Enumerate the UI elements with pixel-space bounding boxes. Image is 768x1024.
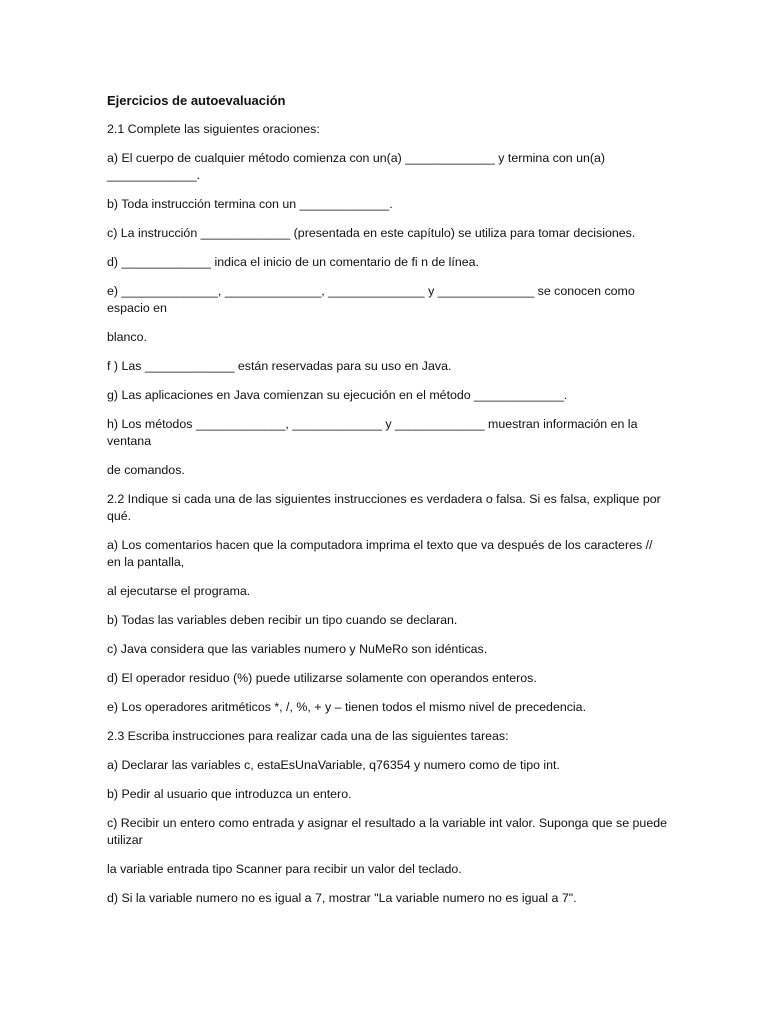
exercise-2-2-b: b) Todas las variables deben recibir un tipo cuando se declaran. xyxy=(107,613,458,627)
exercise-2-1-h: h) Los métodos _____________, _____________ y _____________ muestran información en la ventana xyxy=(107,417,641,448)
exercise-2-1-a: a) El cuerpo de cualquier método comienza con un(a) _____________ y termina con un(a) _____________. xyxy=(107,151,609,182)
section-2-1-heading: 2.1 Complete las siguientes oraciones: xyxy=(107,122,320,136)
exercise-2-3-c-continued: la variable entrada tipo Scanner para recibir un valor del teclado. xyxy=(107,862,462,876)
exercise-2-2-a: a) Los comentarios hacen que la computadora imprima el texto que va después de los caracteres // en la pantalla, xyxy=(107,538,656,569)
exercise-2-2-a-continued: al ejecutarse el programa. xyxy=(107,584,251,598)
document-title: Ejercicios de autoevaluación xyxy=(107,93,286,108)
exercise-2-1-e: e) ______________, ______________, ______________ y ______________ se conocen como espacio en xyxy=(107,284,639,315)
section-2-3-heading: 2.3 Escriba instrucciones para realizar cada una de las siguientes tareas: xyxy=(107,729,509,743)
exercise-2-1-g: g) Las aplicaciones en Java comienzan su ejecución en el método _____________. xyxy=(107,388,568,402)
exercise-2-1-b: b) Toda instrucción termina con un _____________. xyxy=(107,197,393,211)
section-2-2-heading: 2.2 Indique si cada una de las siguientes instrucciones es verdadera o falsa. Si es falsa, explique por qué. xyxy=(107,492,665,523)
exercise-2-2-c: c) Java considera que las variables numero y NuMeRo son idénticas. xyxy=(107,642,488,656)
exercise-2-1-f: f ) Las _____________ están reservadas para su uso en Java. xyxy=(107,359,452,373)
exercise-2-1-c: c) La instrucción _____________ (presentada en este capítulo) se utiliza para tomar decisiones. xyxy=(107,226,636,240)
exercise-2-2-d: d) El operador residuo (%) puede utilizarse solamente con operandos enteros. xyxy=(107,671,537,685)
exercise-2-3-a: a) Declarar las variables c, estaEsUnaVariable, q76354 y numero como de tipo int. xyxy=(107,758,560,772)
document-page xyxy=(107,92,671,919)
exercise-2-1-e-continued: blanco. xyxy=(107,330,147,344)
exercise-2-1-d: d) _____________ indica el inicio de un comentario de fi n de línea. xyxy=(107,255,479,269)
exercise-2-3-c: c) Recibir un entero como entrada y asignar el resultado a la variable int valor. Suponga que se puede utilizar xyxy=(107,816,671,847)
exercise-2-2-e: e) Los operadores aritméticos *, /, %, + y – tienen todos el mismo nivel de precedencia. xyxy=(107,700,587,714)
exercise-2-3-d: d) Si la variable numero no es igual a 7, mostrar "La variable numero no es igual a 7". xyxy=(107,891,577,905)
exercise-2-3-b: b) Pedir al usuario que introduzca un entero. xyxy=(107,787,352,801)
exercise-2-1-h-continued: de comandos. xyxy=(107,463,185,477)
